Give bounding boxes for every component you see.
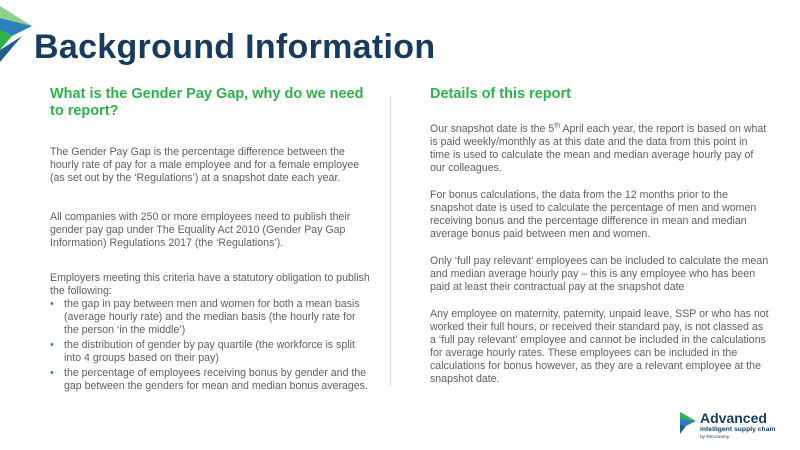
page-title: Background Information: [34, 28, 436, 66]
list-item: [50, 298, 370, 337]
right-paragraph-3: Only ‘full pay relevant’ employees can be included to calculate the mean and median average hourly pay – this is any employee who has been paid at least their contractual pay at the snapshot date: [430, 255, 769, 293]
right-heading: Details of this report: [430, 86, 571, 102]
ordinal-suffix: th: [554, 122, 561, 130]
list-item: [50, 367, 370, 393]
bullet-icon: •: [50, 339, 54, 351]
left-heading: What is the Gender Pay Gap, why do we need to report?: [50, 86, 364, 119]
brand-chevron-icon: [680, 412, 698, 434]
brand-tagline: intelligent supply chain: [700, 426, 776, 433]
list-item-text: the gap in pay between men and women for both a mean basis (average hourly rate) and the median basis (the hourly rate for the person ‘in the middle’): [64, 298, 360, 336]
left-paragraph-2: All companies with 250 or more employees need to publish their gender pay gap under The Equality Act 2010 (Gender Pay Gap Information) Regulations 2017 (the ‘Regulations’).: [50, 211, 351, 249]
right-paragraph-1-start: Our snapshot date is the 5: [430, 123, 555, 135]
brand-name: Advanced: [700, 410, 767, 426]
left-paragraph-3: Employers meeting this criteria have a statutory obligation to publish the following:: [50, 272, 370, 297]
left-paragraph-1: The Gender Pay Gap is the percentage difference between the hourly rate of pay for a male employee and for a female employee (as set out by the ‘Regulations’) at a snapshot date each year.: [50, 146, 360, 184]
bullet-icon: •: [50, 298, 54, 310]
list-item-text: the distribution of gender by pay quartile (the workforce is split into 4 groups based on their pay): [64, 339, 355, 364]
list-item: [50, 339, 370, 365]
right-paragraph-1-end: April each year, the report is based on what is paid weekly/monthly as at this date and the data from this point in time is used to calculate the mean and median average hourly pay of our colleagues.: [430, 123, 767, 174]
list-item-text: the percentage of employees receiving bonus by gender and the gap between the genders for mean and median bonus averages.: [64, 367, 368, 392]
column-divider: [390, 96, 391, 386]
right-paragraph-1: [430, 123, 770, 175]
brand-by: by Reconomy: [700, 435, 730, 440]
right-paragraph-4: Any employee on maternity, paternity, unpaid leave, SSP or who has not worked their full hours, or received their standard pay, is not classed as a ‘full pay relevant’ employee and cannot be included in the calculations for average hourly rates. These employees can be included in the calculations for bonus however, as they are a relevant employee at the snapshot date.: [430, 308, 769, 385]
obligations-list: [50, 298, 370, 393]
right-column: [430, 86, 770, 386]
right-paragraph-2: For bonus calculations, the data from the 12 months prior to the snapshot date is used to calculate the percentage of men and women receiving bonus and the percentage difference in mean and median average bonus paid between men and women.: [430, 189, 757, 240]
brand-logo: [680, 410, 780, 442]
bullet-icon: •: [50, 367, 54, 379]
left-column: [50, 86, 370, 393]
